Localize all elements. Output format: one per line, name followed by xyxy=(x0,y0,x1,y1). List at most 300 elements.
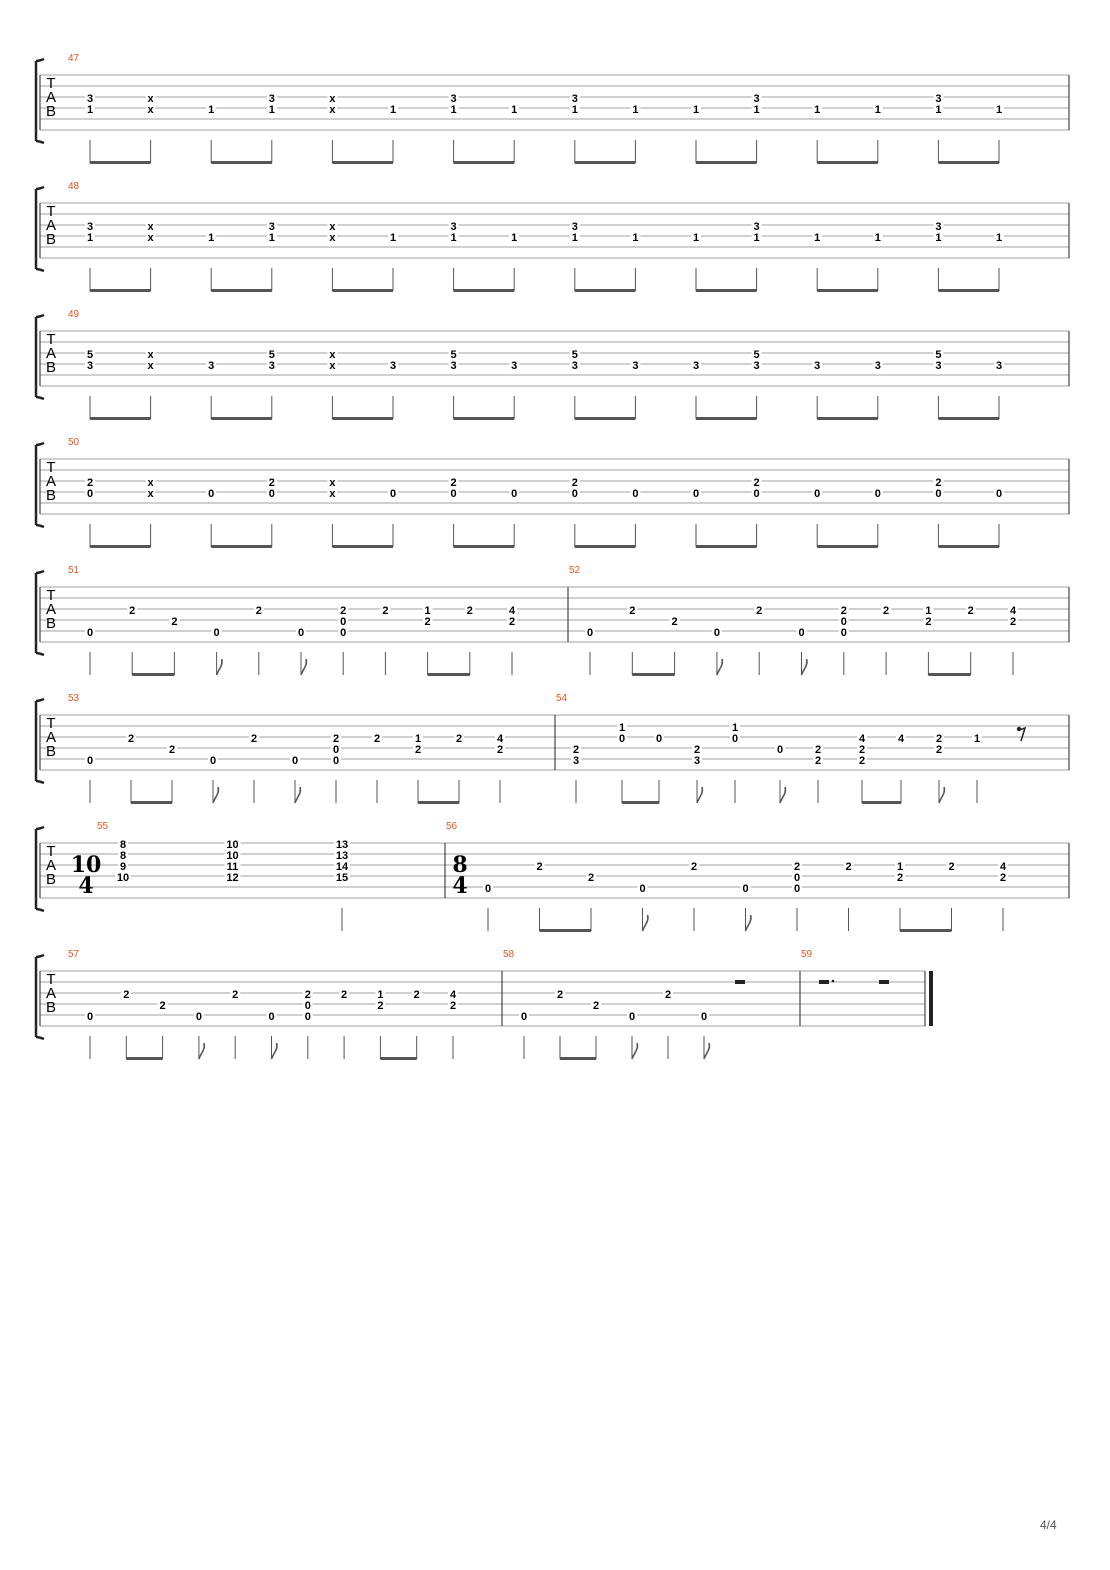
fret-number: 11 xyxy=(226,861,239,873)
fret-number: 1 xyxy=(925,605,932,617)
beat xyxy=(1008,605,1018,675)
fret-number: 0 xyxy=(639,883,646,895)
beat xyxy=(691,232,701,291)
fret-number: x xyxy=(329,93,336,105)
fret-number: 5 xyxy=(268,349,275,361)
fret-number: 1 xyxy=(389,104,397,116)
fret-number: 2 xyxy=(129,605,136,617)
beat xyxy=(933,221,943,291)
fret-number: 2 xyxy=(332,733,340,745)
beat xyxy=(812,488,822,547)
tab-clef-letter: T xyxy=(46,75,56,92)
eighth-flag xyxy=(217,659,222,675)
fret-number: 1 xyxy=(208,104,215,116)
fret-number: 4 xyxy=(496,733,504,745)
beat xyxy=(90,221,156,292)
fret-number: 3 xyxy=(268,221,275,233)
beam xyxy=(454,289,515,292)
tab-system xyxy=(36,565,1069,676)
fret-number: 3 xyxy=(86,360,94,372)
beat xyxy=(332,488,398,548)
beam xyxy=(332,417,393,420)
tab-system xyxy=(36,949,933,1060)
beam xyxy=(817,289,878,292)
beam xyxy=(696,545,757,548)
beam xyxy=(211,161,272,164)
tab-clef-letter: A xyxy=(45,473,57,490)
tab-clef-letter: A xyxy=(45,345,57,362)
tab-system xyxy=(36,437,1069,548)
tab-clef-letter: B xyxy=(45,231,57,248)
fret-number: 13 xyxy=(335,850,349,862)
fret-number: 5 xyxy=(86,349,94,361)
beat xyxy=(879,980,889,984)
beat xyxy=(206,232,216,291)
beam xyxy=(454,545,515,548)
fret-number: 0 xyxy=(935,488,942,500)
beat xyxy=(817,488,883,548)
beam xyxy=(332,161,393,164)
fret-number: 1 xyxy=(511,232,518,244)
beat xyxy=(126,733,136,803)
fret-number: 4 xyxy=(999,861,1007,873)
beat xyxy=(115,839,131,884)
beat xyxy=(696,477,762,548)
fret-number: 2 xyxy=(896,872,904,884)
fret-number: 0 xyxy=(753,488,760,500)
time-signature-top: 8 xyxy=(452,852,468,878)
beat xyxy=(211,477,277,548)
fret-number: 0 xyxy=(209,755,217,767)
fret-number: 3 xyxy=(571,360,578,372)
beat xyxy=(448,989,458,1059)
fret-number: 3 xyxy=(86,221,94,233)
beat xyxy=(575,360,641,420)
beat xyxy=(303,989,313,1059)
beat xyxy=(208,755,218,803)
fret-number: 3 xyxy=(874,360,881,372)
eighth-flag xyxy=(199,1043,204,1059)
fret-number: 3 xyxy=(814,360,821,372)
beam xyxy=(575,289,636,292)
fret-number: 0 xyxy=(618,733,626,745)
beat xyxy=(338,605,348,675)
fret-number: 2 xyxy=(424,616,431,628)
beat xyxy=(933,93,943,163)
beam xyxy=(938,289,999,292)
fret-number: 1 xyxy=(814,104,821,116)
beat xyxy=(332,360,398,420)
fret-number: 0 xyxy=(332,755,340,767)
time-signature-bottom: 4 xyxy=(78,873,94,899)
beat xyxy=(380,605,390,675)
fret-number: 0 xyxy=(297,627,305,639)
beam xyxy=(622,801,659,804)
beat xyxy=(296,627,306,675)
fret-number: 3 xyxy=(693,755,701,767)
beat xyxy=(692,744,702,803)
beat xyxy=(225,839,241,884)
fret-number: 0 xyxy=(793,883,801,895)
fret-number: x xyxy=(329,221,336,233)
fret-number: 3 xyxy=(450,221,457,233)
half-rest xyxy=(735,980,745,984)
fret-number: 3 xyxy=(571,93,578,105)
eighth-flag xyxy=(697,787,702,803)
tab-system xyxy=(36,309,1069,420)
fret-number: 3 xyxy=(268,360,275,372)
beat xyxy=(194,1011,204,1059)
tab-clef-letter: B xyxy=(45,743,57,760)
measure-number: 58 xyxy=(503,949,515,960)
beat xyxy=(332,232,398,292)
fret-number: 3 xyxy=(632,360,639,372)
beat xyxy=(85,1011,95,1059)
beam xyxy=(540,929,592,932)
eighth-flag xyxy=(295,787,300,803)
fret-number: 0 xyxy=(520,1011,528,1023)
beat xyxy=(127,605,137,675)
beat xyxy=(817,104,883,164)
beam xyxy=(696,161,757,164)
fret-number: 2 xyxy=(572,744,580,756)
tab-clef-letter: T xyxy=(46,971,56,988)
fret-number: 0 xyxy=(840,627,847,639)
beat xyxy=(691,360,701,419)
beat xyxy=(249,733,259,803)
beat xyxy=(230,989,240,1059)
fret-number: 2 xyxy=(171,616,178,628)
fret-number: 2 xyxy=(496,744,504,756)
beat xyxy=(380,989,421,1060)
fret-number: 0 xyxy=(389,488,397,500)
beat xyxy=(691,488,701,547)
beam xyxy=(126,1057,162,1060)
beat xyxy=(1017,727,1025,741)
beam xyxy=(696,417,757,420)
beat xyxy=(735,980,745,984)
fret-number: 2 xyxy=(948,861,955,873)
fret-number: 2 xyxy=(268,477,275,489)
fret-number: 2 xyxy=(664,989,672,1001)
beat xyxy=(844,861,854,931)
beat xyxy=(627,1011,637,1059)
beat xyxy=(696,349,762,420)
fret-number: 0 xyxy=(995,488,1003,500)
beat xyxy=(813,744,823,803)
beat xyxy=(254,605,264,675)
fret-number: 0 xyxy=(776,744,784,756)
fret-number: 2 xyxy=(373,733,381,745)
fret-number: 2 xyxy=(466,605,473,617)
beat xyxy=(689,861,699,931)
beat xyxy=(691,104,701,163)
eighth-flag xyxy=(643,915,648,931)
fret-number: 2 xyxy=(935,744,943,756)
beam xyxy=(938,545,999,548)
fret-number: 10 xyxy=(116,872,130,884)
fret-number: 2 xyxy=(935,477,942,489)
fret-number: 8 xyxy=(119,850,127,862)
fret-number: 2 xyxy=(967,605,974,617)
beat xyxy=(570,93,580,163)
beat xyxy=(375,989,385,1059)
beat xyxy=(206,360,216,419)
beat xyxy=(933,477,943,547)
fret-number: 2 xyxy=(845,861,852,873)
beam xyxy=(332,545,393,548)
fret-number: 2 xyxy=(571,477,578,489)
beat xyxy=(741,883,751,931)
fret-number: 4 xyxy=(1009,605,1017,617)
beat xyxy=(812,360,822,419)
tab-clef-letter: T xyxy=(46,459,56,476)
measure-number: 47 xyxy=(68,53,80,64)
beat xyxy=(663,989,673,1059)
fret-number: 4 xyxy=(449,989,457,1001)
fret-number: 0 xyxy=(713,627,720,639)
fret-number: 1 xyxy=(424,605,431,617)
fret-number: 10 xyxy=(226,839,239,851)
beat xyxy=(730,722,740,803)
tab-system xyxy=(36,693,1069,804)
fret-number: 2 xyxy=(693,744,701,756)
page-number: 4/4 xyxy=(1040,1518,1057,1532)
fret-number: 0 xyxy=(450,488,457,500)
beat xyxy=(327,93,337,163)
fret-number: 2 xyxy=(449,1000,457,1012)
beat xyxy=(934,733,944,803)
beat xyxy=(85,349,95,419)
fret-number: 3 xyxy=(450,360,457,372)
beat xyxy=(454,360,520,420)
fret-number: 2 xyxy=(508,616,516,628)
beat xyxy=(327,477,337,547)
fret-number: 2 xyxy=(858,755,866,767)
fret-number: 4 xyxy=(858,733,866,745)
final-barline-thick xyxy=(929,971,933,1026)
beam xyxy=(454,161,515,164)
fret-number: 3 xyxy=(753,221,760,233)
fret-number: 0 xyxy=(340,616,347,628)
fret-number: 5 xyxy=(753,349,760,361)
beam xyxy=(211,545,272,548)
fret-number: 2 xyxy=(341,989,348,1001)
fret-number: 1 xyxy=(753,104,760,116)
fret-number: 2 xyxy=(935,733,943,745)
beam xyxy=(90,289,151,292)
beat xyxy=(540,872,597,932)
fret-number: x xyxy=(147,93,154,105)
beat xyxy=(449,221,459,291)
beat xyxy=(90,477,156,548)
fret-number: 2 xyxy=(587,872,595,884)
fret-number: 2 xyxy=(671,616,678,628)
tab-clef-letter: A xyxy=(45,217,57,234)
beat xyxy=(211,349,277,420)
beat xyxy=(817,360,883,420)
beam xyxy=(817,417,878,420)
beam xyxy=(575,417,636,420)
fret-number: 1 xyxy=(692,232,700,244)
fret-number: 2 xyxy=(1009,616,1017,628)
fret-number: 0 xyxy=(874,488,881,500)
fret-number: 0 xyxy=(742,883,749,895)
measure-number: 56 xyxy=(446,821,458,832)
fret-number: 2 xyxy=(925,616,932,628)
beat xyxy=(132,616,179,676)
fret-number: 1 xyxy=(874,104,881,116)
beat xyxy=(998,861,1008,931)
fret-number: 13 xyxy=(335,839,349,851)
fret-number: 0 xyxy=(268,1011,275,1023)
fret-number: 2 xyxy=(340,605,347,617)
fret-number: 2 xyxy=(814,744,822,756)
beat xyxy=(212,627,222,675)
beam xyxy=(131,801,172,804)
eighth-flag xyxy=(746,915,751,931)
beat xyxy=(817,232,883,292)
fret-number: 2 xyxy=(168,744,176,756)
fret-number: 1 xyxy=(208,232,215,244)
tab-clef-letter: T xyxy=(46,715,56,732)
fret-number: 3 xyxy=(753,360,760,372)
beat xyxy=(327,349,337,419)
beat xyxy=(560,1000,601,1060)
eighth-flag xyxy=(939,787,944,803)
fret-number: 1 xyxy=(995,104,1003,116)
measure-number: 49 xyxy=(68,309,80,320)
fret-number: 0 xyxy=(304,1000,311,1012)
measure-number: 51 xyxy=(68,565,80,576)
fret-number: x xyxy=(329,104,336,116)
fret-number: x xyxy=(147,360,154,372)
fret-number: 2 xyxy=(858,744,866,756)
beat xyxy=(570,221,580,291)
beat xyxy=(617,722,627,803)
fret-number: 1 xyxy=(268,104,275,116)
fret-number: 0 xyxy=(511,488,518,500)
beat xyxy=(211,93,277,164)
beat xyxy=(754,605,764,675)
fret-number: 0 xyxy=(268,488,275,500)
beat xyxy=(90,93,156,164)
beat xyxy=(454,104,520,164)
beam xyxy=(817,161,878,164)
beat xyxy=(519,1011,529,1059)
fret-number: 0 xyxy=(340,627,347,639)
beat xyxy=(638,883,648,931)
fret-number: 0 xyxy=(86,627,94,639)
fret-number: 5 xyxy=(935,349,942,361)
fret-number: 1 xyxy=(571,104,578,116)
fret-number: 2 xyxy=(793,861,801,873)
fret-number: 2 xyxy=(999,872,1007,884)
beat xyxy=(121,989,131,1059)
fret-number: 1 xyxy=(377,989,384,1001)
fret-number: 1 xyxy=(450,104,457,116)
fret-number: 10 xyxy=(226,850,239,862)
measure-number: 59 xyxy=(801,949,813,960)
eighth-flag xyxy=(802,659,807,675)
fret-number: 1 xyxy=(753,232,760,244)
beat xyxy=(507,605,517,675)
fret-number: 1 xyxy=(268,232,275,244)
fret-number: 2 xyxy=(455,733,463,745)
fret-number: 2 xyxy=(840,605,847,617)
beat xyxy=(938,104,1004,164)
beat xyxy=(428,605,475,676)
beat xyxy=(571,744,581,803)
beam xyxy=(90,161,151,164)
tab-clef-letter: B xyxy=(45,615,57,632)
fret-number: 3 xyxy=(268,93,275,105)
fret-number: 0 xyxy=(840,616,847,628)
beat xyxy=(339,989,349,1059)
fret-number: 3 xyxy=(571,221,578,233)
fret-number: 1 xyxy=(632,232,639,244)
beat xyxy=(454,488,520,548)
eighth-flag xyxy=(213,787,218,803)
tab-system xyxy=(36,181,1069,292)
fret-number: 2 xyxy=(127,733,135,745)
tab-system xyxy=(36,53,1069,164)
fret-number: 1 xyxy=(973,733,981,745)
fret-number: 9 xyxy=(119,861,127,873)
fret-number: 0 xyxy=(208,488,215,500)
beat xyxy=(923,605,933,675)
fret-number: 5 xyxy=(450,349,457,361)
fret-number: 3 xyxy=(935,221,942,233)
beat xyxy=(839,605,849,675)
beat xyxy=(85,477,95,547)
fret-number: 0 xyxy=(213,627,220,639)
fret-number: 3 xyxy=(692,360,700,372)
beat xyxy=(570,477,580,547)
beat xyxy=(495,733,505,803)
fret-number: x xyxy=(147,104,154,116)
eighth-flag xyxy=(632,1043,637,1059)
beam xyxy=(332,289,393,292)
beat xyxy=(797,627,807,675)
fret-number: 1 xyxy=(511,104,518,116)
fret-number: 0 xyxy=(86,755,94,767)
beat xyxy=(895,861,905,931)
fret-number: 0 xyxy=(798,627,805,639)
beat xyxy=(267,1011,277,1059)
beat xyxy=(812,232,822,291)
fret-number: 1 xyxy=(389,232,397,244)
tab-clef-letter: A xyxy=(45,601,57,618)
beam xyxy=(380,1057,416,1060)
eighth-flag xyxy=(717,659,722,675)
beat xyxy=(575,232,641,292)
fret-number: x xyxy=(329,349,336,361)
fret-number: 2 xyxy=(690,861,698,873)
beam xyxy=(817,545,878,548)
tab-clef-letter: T xyxy=(46,587,56,604)
fret-number: 1 xyxy=(618,722,626,734)
fret-number: 2 xyxy=(450,477,457,489)
fret-number: x xyxy=(329,232,336,244)
measure-number: 50 xyxy=(68,437,80,448)
fret-number: 1 xyxy=(450,232,457,244)
beat xyxy=(290,755,300,803)
eighth-flag xyxy=(704,1043,709,1059)
beam xyxy=(632,673,674,676)
fret-number: 0 xyxy=(332,744,340,756)
fret-number: 2 xyxy=(413,989,420,1001)
